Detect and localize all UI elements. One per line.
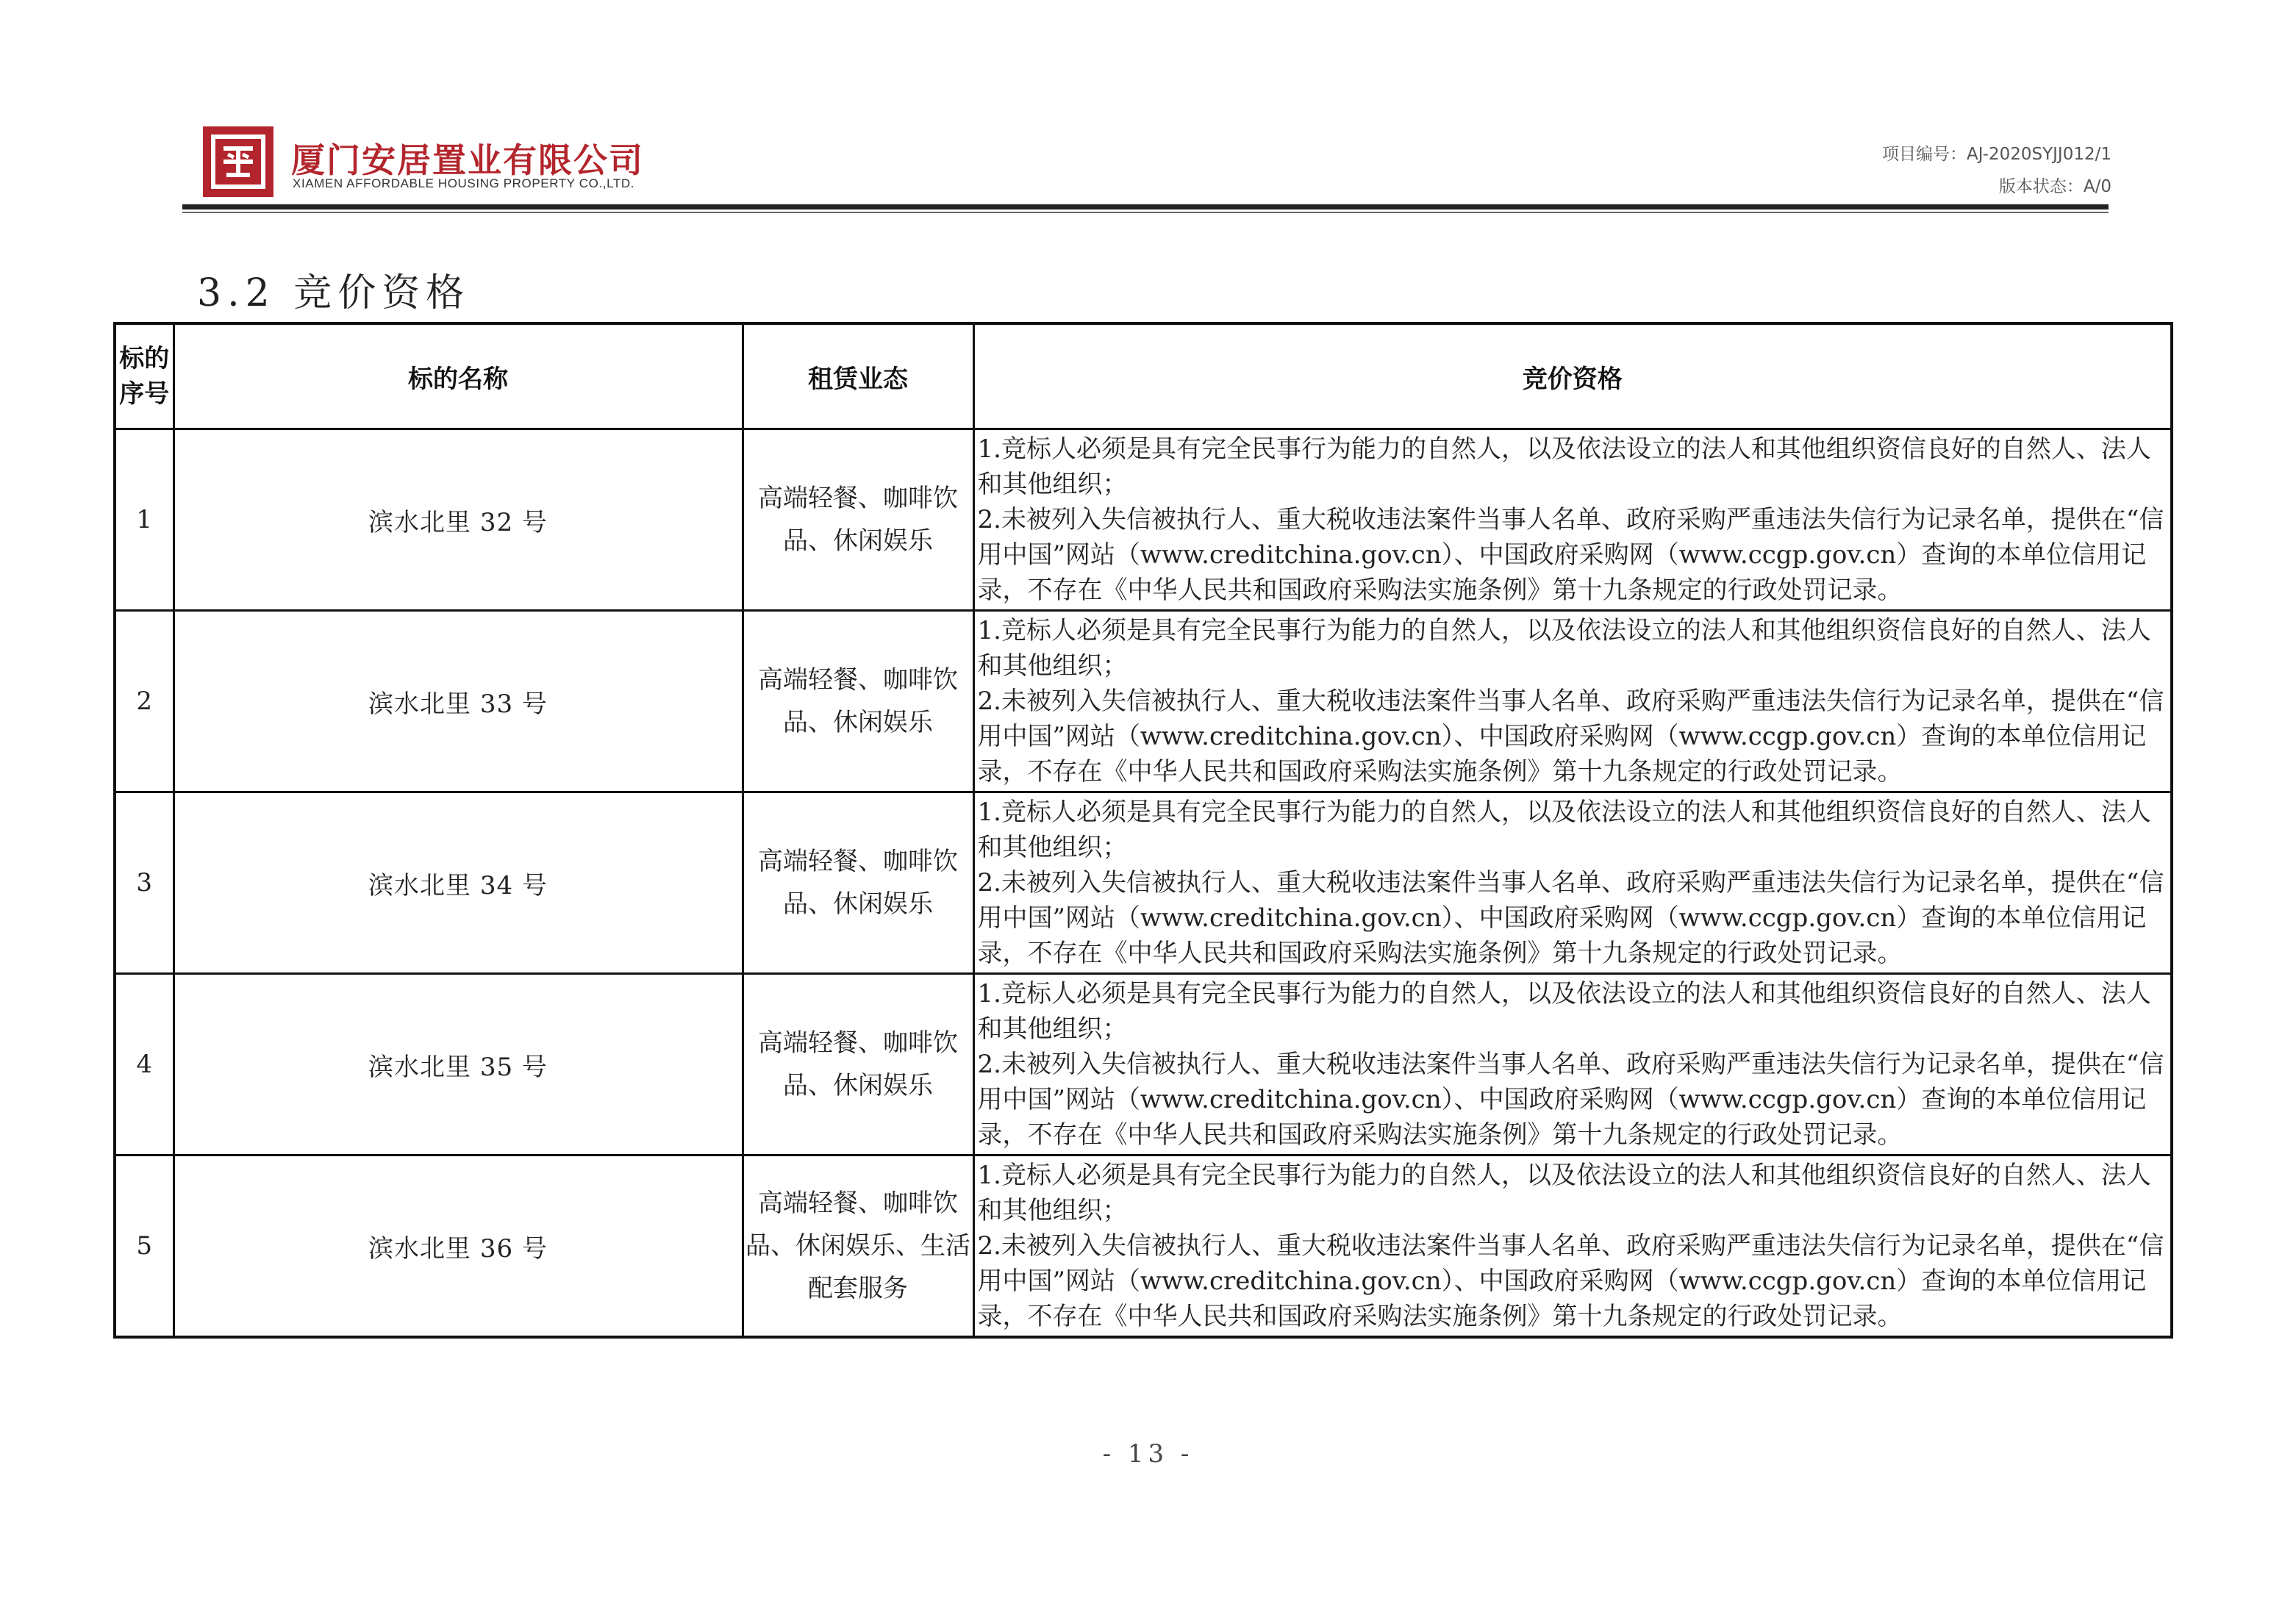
cell-business: 高端轻餐、咖啡饮品、休闲娱乐 (743, 429, 973, 611)
cell-index: 3 (115, 792, 174, 974)
cell-qualification (973, 429, 2172, 611)
page-number: - 13 - (1102, 1439, 1194, 1469)
cell-name: 滨水北里 33 号 (174, 611, 743, 792)
qualification-item-2: 2.未被列入失信被执行人、重大税收违法案件当事人名单、政府采购严重违法失信行为记录名单，提供在“信用中国”网站（www.creditchina.gov.cn）、中国政府采购网（www.ccgp.gov.cn）查询的本单位信用记录，不存在《中华人民共和国政府采购法实施条例》第十九条规定的行政处罚记录。 (977, 505, 2164, 605)
header-name: 标的名称 (174, 323, 743, 429)
cell-business: 高端轻餐、咖啡饮品、休闲娱乐、生活配套服务 (743, 1156, 973, 1338)
cell-qualification (973, 974, 2172, 1156)
qualification-item-1: 1.竞标人必须是具有完全民事行为能力的自然人，以及依法设立的法人和其他组织资信良好的自然人、法人和其他组织； (977, 979, 2151, 1044)
table-row (115, 974, 2172, 1156)
section-title: 3.2 竞价资格 (197, 271, 471, 315)
header-rule-thin (182, 212, 2109, 213)
document-meta (1882, 138, 2111, 203)
cell-name: 滨水北里 36 号 (174, 1156, 743, 1338)
project-number: 项目编号：AJ-2020SYJJ012/1 (1881, 145, 2111, 164)
qualification-table (113, 322, 2173, 1339)
table-header-row (115, 323, 2172, 429)
qualification-item-2: 2.未被列入失信被执行人、重大税收违法案件当事人名单、政府采购严重违法失信行为记录名单，提供在“信用中国”网站（www.creditchina.gov.cn）、中国政府采购网（www.ccgp.gov.cn）查询的本单位信用记录，不存在《中华人民共和国政府采购法实施条例》第十九条规定的行政处罚记录。 (977, 687, 2164, 787)
cell-index: 2 (115, 611, 174, 792)
qualification-item-2: 2.未被列入失信被执行人、重大税收违法案件当事人名单、政府采购严重违法失信行为记录名单，提供在“信用中国”网站（www.creditchina.gov.cn）、中国政府采购网（www.ccgp.gov.cn）查询的本单位信用记录，不存在《中华人民共和国政府采购法实施条例》第十九条规定的行政处罚记录。 (977, 1050, 2164, 1150)
qualification-item-2: 2.未被列入失信被执行人、重大税收违法案件当事人名单、政府采购严重违法失信行为记录名单，提供在“信用中国”网站（www.creditchina.gov.cn）、中国政府采购网（www.ccgp.gov.cn）查询的本单位信用记录，不存在《中华人民共和国政府采购法实施条例》第十九条规定的行政处罚记录。 (977, 1231, 2164, 1331)
qualification-item-1: 1.竞标人必须是具有完全民事行为能力的自然人，以及依法设立的法人和其他组织资信良好的自然人、法人和其他组织； (977, 798, 2151, 862)
cell-business: 高端轻餐、咖啡饮品、休闲娱乐 (743, 611, 973, 792)
table-row (115, 1156, 2172, 1338)
company-logo-glyph (209, 132, 268, 191)
cell-name: 滨水北里 32 号 (174, 429, 743, 611)
table-row (115, 611, 2172, 792)
company-name-cn: 厦门安居置业有限公司 (291, 140, 644, 180)
header-business: 租赁业态 (743, 323, 973, 429)
cell-qualification (973, 1156, 2172, 1338)
cell-name: 滨水北里 34 号 (174, 792, 743, 974)
qualification-item-2: 2.未被列入失信被执行人、重大税收违法案件当事人名单、政府采购严重违法失信行为记录名单，提供在“信用中国”网站（www.creditchina.gov.cn）、中国政府采购网（www.ccgp.gov.cn）查询的本单位信用记录，不存在《中华人民共和国政府采购法实施条例》第十九条规定的行政处罚记录。 (977, 868, 2164, 968)
document-header (200, 123, 2111, 218)
table-row (115, 429, 2172, 611)
header-qualification: 竞价资格 (973, 323, 2172, 429)
cell-index: 5 (115, 1156, 174, 1338)
header-index: 标的序号 (115, 323, 174, 429)
qualification-item-1: 1.竞标人必须是具有完全民事行为能力的自然人，以及依法设立的法人和其他组织资信良好的自然人、法人和其他组织； (977, 616, 2151, 681)
cell-business: 高端轻餐、咖啡饮品、休闲娱乐 (743, 974, 973, 1156)
cell-qualification (973, 611, 2172, 792)
version-status: 版本状态：A/0 (1998, 177, 2111, 196)
qualification-item-1: 1.竞标人必须是具有完全民事行为能力的自然人，以及依法设立的法人和其他组织资信良好的自然人、法人和其他组织； (977, 434, 2151, 499)
cell-business: 高端轻餐、咖啡饮品、休闲娱乐 (743, 792, 973, 974)
company-logo-icon (203, 126, 273, 197)
cell-qualification (973, 792, 2172, 974)
qualification-item-1: 1.竞标人必须是具有完全民事行为能力的自然人，以及依法设立的法人和其他组织资信良好的自然人、法人和其他组织； (977, 1161, 2151, 1225)
table-row (115, 792, 2172, 974)
cell-index: 1 (115, 429, 174, 611)
cell-name: 滨水北里 35 号 (174, 974, 743, 1156)
header-rule-thick (182, 204, 2109, 209)
company-name-en: XIAMEN AFFORDABLE HOUSING PROPERTY CO.,LTD. (293, 176, 635, 190)
cell-index: 4 (115, 974, 174, 1156)
